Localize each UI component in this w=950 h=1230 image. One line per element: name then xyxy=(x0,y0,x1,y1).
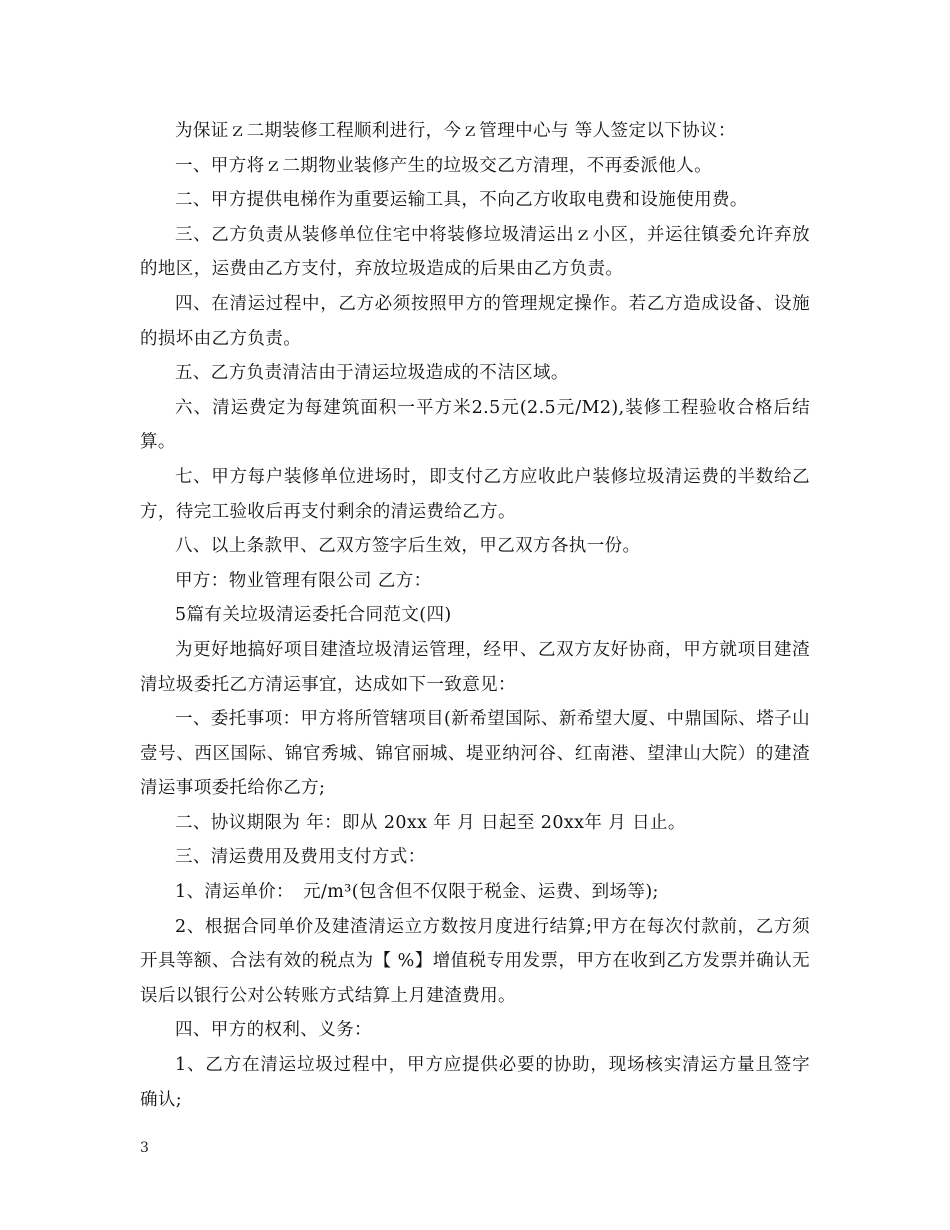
paragraph-clause-8: 八、以上条款甲、乙双方签字后生效，甲乙双方各执一份。 xyxy=(175,536,641,557)
paragraph-term: 二、协议期限为 年：即从 20xx 年 月 日起至 20xx年 月 日止。 xyxy=(175,812,686,833)
paragraph-clause-4: 四、在清运过程中，乙方必须按照甲方的管理规定操作。若乙方造成设备、设施的损坏由乙方负责。 xyxy=(140,293,810,349)
paragraph-rights-heading: 四、甲方的权利、义务： xyxy=(175,1020,372,1041)
paragraph-fee-heading: 三、清运费用及费用支付方式： xyxy=(175,847,426,868)
paragraph-intro: 为保证ｚ二期装修工程顺利进行，今ｚ管理中心与 等人签定以下协议： xyxy=(175,121,736,141)
section-title: 5篇有关垃圾清运委托合同范文(四) xyxy=(175,605,452,626)
paragraph-clause-6: 六、清运费定为每建筑面积一平方米2.5元(2.5元/M2),装修工程验收合格后结算。 xyxy=(140,397,810,453)
paragraph-unit-price: 1、清运单价： 元/m³(包含但不仅限于税金、运费、到场等); xyxy=(175,882,659,903)
paragraph-rights-1: 1、乙方在清运垃圾过程中，甲方应提供必要的协助，现场核实清运方量且签字确认; xyxy=(140,1055,810,1110)
paragraph-signature: 甲方：物业管理有限公司 乙方： xyxy=(175,570,432,591)
paragraph-intro-2: 为更好地搞好项目建渣垃圾清运管理，经甲、乙双方友好协商，甲方就项目建渣清垃圾委托乙方清运事宜，达成如下一致意见： xyxy=(140,639,810,695)
page-number: 3 xyxy=(140,1140,149,1156)
paragraph-entrust-items: 一、委托事项：甲方将所管辖项目(新希望国际、新希望大厦、中鼎国际、塔子山壹号、西区国际、锦官秀城、锦官丽城、堤亚纳河谷、红南港、望津山大院）的建渣清运事项委托给你乙方; xyxy=(140,709,810,799)
paragraph-clause-5: 五、乙方负责清洁由于清运垃圾造成的不洁区域。 xyxy=(175,363,569,384)
paragraph-settlement: 2、根据合同单价及建渣清运立方数按月度进行结算;甲方在每次付款前，乙方须开具等额、合法有效的税点为【 %】增值税专用发票，甲方在收到乙方发票并确认无误后以银行公对公转账方式结算上月建渣费用。 xyxy=(140,916,810,1006)
paragraph-clause-3: 三、乙方负责从装修单位住宅中将装修垃圾清运出ｚ小区，并运往镇委允许弃放的地区，运费由乙方支付，弃放垃圾造成的后果由乙方负责。 xyxy=(140,224,810,280)
paragraph-clause-1: 一、甲方将ｚ二期物业装修产生的垃圾交乙方清理，不再委派他人。 xyxy=(175,155,712,176)
paragraph-clause-7: 七、甲方每户装修单位进场时，即支付乙方应收此户装修垃圾清运费的半数给乙方，待完工验收后再支付剩余的清运费给乙方。 xyxy=(140,466,810,522)
document-body xyxy=(140,114,810,1117)
paragraph-clause-2: 二、甲方提供电梯作为重要运输工具，不向乙方收取电费和设施使用费。 xyxy=(175,190,748,211)
